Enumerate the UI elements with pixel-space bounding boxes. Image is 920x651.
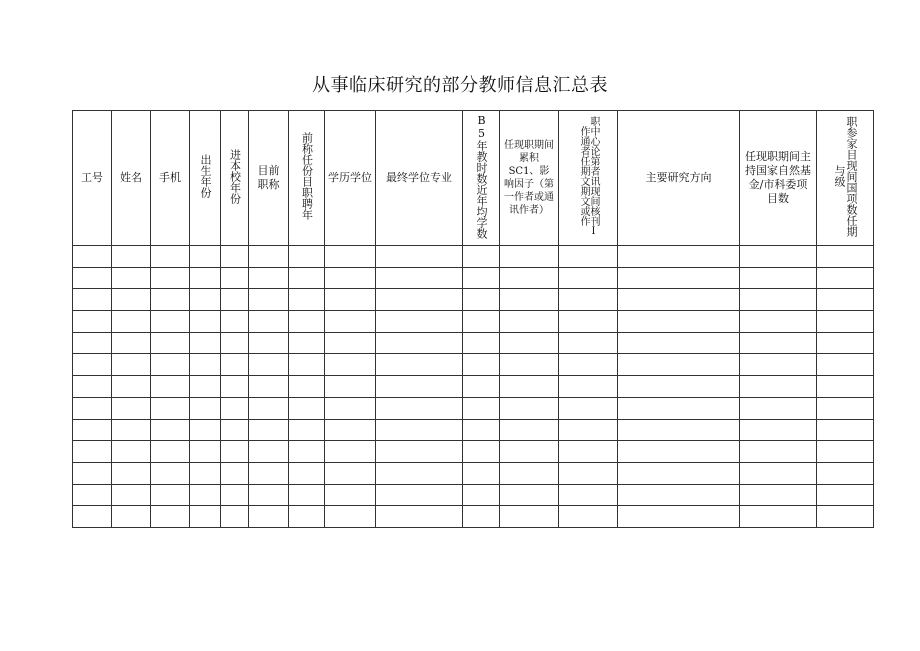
table-row — [73, 267, 874, 289]
table-cell[interactable] — [151, 376, 190, 398]
table-cell[interactable] — [618, 354, 740, 376]
table-cell[interactable] — [618, 246, 740, 268]
header-cell: 工号 — [73, 111, 112, 246]
table-cell[interactable] — [618, 419, 740, 441]
table-cell[interactable] — [500, 419, 559, 441]
table-cell[interactable] — [112, 246, 151, 268]
table-cell[interactable] — [151, 397, 190, 419]
table-cell[interactable] — [325, 354, 376, 376]
table-cell[interactable] — [112, 376, 151, 398]
table-cell[interactable] — [500, 462, 559, 484]
table-cell[interactable] — [618, 441, 740, 463]
table-cell[interactable] — [618, 506, 740, 528]
table-cell[interactable] — [112, 462, 151, 484]
table-cell[interactable] — [325, 419, 376, 441]
table-cell[interactable] — [112, 267, 151, 289]
table-cell[interactable] — [289, 289, 325, 311]
table-cell[interactable] — [325, 332, 376, 354]
table-cell[interactable] — [289, 441, 325, 463]
table-cell[interactable] — [73, 354, 112, 376]
table-cell[interactable] — [190, 397, 221, 419]
table-cell[interactable] — [817, 506, 874, 528]
table-cell[interactable] — [500, 246, 559, 268]
table-cell[interactable] — [190, 419, 221, 441]
table-cell[interactable] — [376, 267, 463, 289]
table-cell[interactable] — [190, 267, 221, 289]
header-cell: 任现职期间累积SC1、影响因子（第一作者或通讯作者） — [500, 111, 559, 246]
table-cell[interactable] — [463, 246, 500, 268]
table-cell[interactable] — [500, 484, 559, 506]
table-cell[interactable] — [559, 397, 618, 419]
table-cell[interactable] — [618, 376, 740, 398]
table-cell[interactable] — [112, 484, 151, 506]
table-cell[interactable] — [249, 506, 289, 528]
header-cell: 任现职期间主持国家自然基金/市科委项目数 — [740, 111, 817, 246]
table-cell[interactable] — [559, 332, 618, 354]
table-cell[interactable] — [249, 441, 289, 463]
table-cell[interactable] — [289, 246, 325, 268]
table-cell[interactable] — [221, 441, 249, 463]
table-cell[interactable] — [151, 246, 190, 268]
table-cell[interactable] — [376, 462, 463, 484]
table-cell[interactable] — [500, 506, 559, 528]
header-cell: 前称任份目职聘年 — [289, 111, 325, 246]
table-cell[interactable] — [740, 506, 817, 528]
table-cell[interactable] — [221, 289, 249, 311]
table-cell[interactable] — [249, 376, 289, 398]
table-cell[interactable] — [249, 311, 289, 333]
table-cell[interactable] — [740, 397, 817, 419]
table-cell[interactable] — [500, 332, 559, 354]
table-cell[interactable] — [249, 289, 289, 311]
table-cell[interactable] — [73, 462, 112, 484]
table-cell[interactable] — [73, 441, 112, 463]
header-cell: 职参家目现间国项数任期与级 — [817, 111, 874, 246]
table-cell[interactable] — [73, 311, 112, 333]
table-cell[interactable] — [190, 289, 221, 311]
table-cell[interactable] — [376, 246, 463, 268]
table-cell[interactable] — [559, 506, 618, 528]
table-cell[interactable] — [618, 289, 740, 311]
table-cell[interactable] — [221, 354, 249, 376]
table-cell[interactable] — [817, 419, 874, 441]
table-cell[interactable] — [249, 332, 289, 354]
table-cell[interactable] — [740, 419, 817, 441]
table-cell[interactable] — [618, 267, 740, 289]
table-cell[interactable] — [740, 354, 817, 376]
table-cell[interactable] — [376, 311, 463, 333]
table-row — [73, 376, 874, 398]
table-cell[interactable] — [740, 311, 817, 333]
header-row — [73, 111, 874, 246]
table-cell[interactable] — [325, 376, 376, 398]
table-cell[interactable] — [376, 332, 463, 354]
table-cell[interactable] — [112, 332, 151, 354]
table-cell[interactable] — [817, 484, 874, 506]
table-cell[interactable] — [221, 246, 249, 268]
table-cell[interactable] — [740, 462, 817, 484]
table-cell[interactable] — [221, 397, 249, 419]
table-cell[interactable] — [500, 354, 559, 376]
header-cell: 目前职称 — [249, 111, 289, 246]
table-cell[interactable] — [325, 462, 376, 484]
table-cell[interactable] — [463, 462, 500, 484]
table-cell[interactable] — [190, 354, 221, 376]
table-cell[interactable] — [740, 289, 817, 311]
table-row — [73, 289, 874, 311]
table-cell[interactable] — [559, 311, 618, 333]
table-cell[interactable] — [151, 354, 190, 376]
table-cell[interactable] — [289, 462, 325, 484]
table-cell[interactable] — [73, 376, 112, 398]
table-cell[interactable] — [221, 267, 249, 289]
table-cell[interactable] — [740, 267, 817, 289]
table-cell[interactable] — [289, 419, 325, 441]
table-cell[interactable] — [500, 267, 559, 289]
table-cell[interactable] — [817, 289, 874, 311]
table-cell[interactable] — [289, 484, 325, 506]
table-cell[interactable] — [289, 376, 325, 398]
table-cell[interactable] — [817, 376, 874, 398]
table-cell[interactable] — [151, 419, 190, 441]
table-cell[interactable] — [325, 311, 376, 333]
table-cell[interactable] — [190, 462, 221, 484]
table-cell[interactable] — [376, 484, 463, 506]
table-cell[interactable] — [190, 311, 221, 333]
table-cell[interactable] — [249, 246, 289, 268]
table-cell[interactable] — [618, 484, 740, 506]
table-cell[interactable] — [325, 506, 376, 528]
form-title: 从事临床研究的部分教师信息汇总表 — [312, 75, 608, 96]
table-cell[interactable] — [618, 462, 740, 484]
table-cell[interactable] — [289, 354, 325, 376]
table-cell[interactable] — [559, 441, 618, 463]
table-cell[interactable] — [376, 397, 463, 419]
table-cell[interactable] — [618, 332, 740, 354]
table-cell[interactable] — [817, 462, 874, 484]
table-cell[interactable] — [112, 441, 151, 463]
table-cell[interactable] — [221, 484, 249, 506]
table-cell[interactable] — [325, 246, 376, 268]
table-cell[interactable] — [151, 484, 190, 506]
table-cell[interactable] — [740, 441, 817, 463]
table-cell[interactable] — [221, 419, 249, 441]
header-cell: 手机 — [151, 111, 190, 246]
table-cell[interactable] — [73, 506, 112, 528]
table-cell[interactable] — [289, 267, 325, 289]
table-cell[interactable] — [249, 267, 289, 289]
table-cell[interactable] — [112, 289, 151, 311]
table-cell[interactable] — [376, 354, 463, 376]
table-cell[interactable] — [817, 397, 874, 419]
table-cell[interactable] — [249, 462, 289, 484]
table-cell[interactable] — [112, 419, 151, 441]
table-cell[interactable] — [325, 397, 376, 419]
table-cell[interactable] — [463, 484, 500, 506]
table-cell[interactable] — [221, 332, 249, 354]
table-cell[interactable] — [73, 484, 112, 506]
table-cell[interactable] — [618, 311, 740, 333]
table-cell[interactable] — [249, 419, 289, 441]
table-cell[interactable] — [73, 397, 112, 419]
table-cell[interactable] — [463, 311, 500, 333]
table-cell[interactable] — [817, 441, 874, 463]
header-cell: 进本校年份 — [221, 111, 249, 246]
table-cell[interactable] — [151, 506, 190, 528]
table-cell[interactable] — [618, 397, 740, 419]
table-cell[interactable] — [500, 311, 559, 333]
table-cell[interactable] — [249, 484, 289, 506]
table-cell[interactable] — [151, 311, 190, 333]
table-row — [73, 354, 874, 376]
table-cell[interactable] — [376, 376, 463, 398]
table-cell[interactable] — [151, 267, 190, 289]
table-cell[interactable] — [559, 289, 618, 311]
table-cell[interactable] — [500, 441, 559, 463]
header-cell: 姓名 — [112, 111, 151, 246]
table-cell[interactable] — [112, 506, 151, 528]
header-cell: 职中心论第者讯现间核刊Ⅰ作通者任期文期文或作 — [559, 111, 618, 246]
table-cell[interactable] — [500, 397, 559, 419]
table-cell[interactable] — [740, 332, 817, 354]
table-cell[interactable] — [817, 246, 874, 268]
table-row — [73, 246, 874, 268]
table-cell[interactable] — [325, 267, 376, 289]
table-row — [73, 311, 874, 333]
table-cell[interactable] — [463, 332, 500, 354]
table-cell[interactable] — [376, 506, 463, 528]
table-cell[interactable] — [151, 332, 190, 354]
table-cell[interactable] — [463, 506, 500, 528]
table-cell[interactable] — [151, 462, 190, 484]
table-cell[interactable] — [190, 376, 221, 398]
table-cell[interactable] — [325, 441, 376, 463]
table-row — [73, 397, 874, 419]
header-cell: 最终学位专业 — [376, 111, 463, 246]
table-cell[interactable] — [190, 246, 221, 268]
table-cell[interactable] — [463, 441, 500, 463]
table-cell[interactable] — [190, 506, 221, 528]
table-row — [73, 419, 874, 441]
table-cell[interactable] — [73, 332, 112, 354]
table-cell[interactable] — [249, 354, 289, 376]
table-cell[interactable] — [817, 354, 874, 376]
header-cell: 主要研究方向 — [618, 111, 740, 246]
table-cell[interactable] — [289, 397, 325, 419]
table-cell[interactable] — [249, 397, 289, 419]
header-cell: 出生年份 — [190, 111, 221, 246]
table-cell[interactable] — [817, 267, 874, 289]
table-cell[interactable] — [376, 289, 463, 311]
table-cell[interactable] — [817, 311, 874, 333]
table-cell[interactable] — [151, 289, 190, 311]
table-cell[interactable] — [73, 246, 112, 268]
table-cell[interactable] — [559, 267, 618, 289]
table-cell[interactable] — [559, 246, 618, 268]
header-cell: B5年教时数近年均学数 — [463, 111, 500, 246]
table-cell[interactable] — [740, 484, 817, 506]
table-cell[interactable] — [221, 311, 249, 333]
table-cell[interactable] — [559, 484, 618, 506]
table-row — [73, 484, 874, 506]
teacher-info-table — [72, 110, 874, 528]
table-cell[interactable] — [817, 332, 874, 354]
table-cell[interactable] — [190, 332, 221, 354]
table-cell[interactable] — [463, 397, 500, 419]
table-cell[interactable] — [740, 376, 817, 398]
table-cell[interactable] — [559, 462, 618, 484]
table-cell[interactable] — [221, 506, 249, 528]
table-cell[interactable] — [221, 462, 249, 484]
table-cell[interactable] — [463, 419, 500, 441]
table-row — [73, 332, 874, 354]
table-cell[interactable] — [151, 441, 190, 463]
table-cell[interactable] — [112, 397, 151, 419]
table-cell[interactable] — [463, 267, 500, 289]
table-cell[interactable] — [112, 311, 151, 333]
table-cell[interactable] — [325, 289, 376, 311]
table-cell[interactable] — [325, 484, 376, 506]
table-cell[interactable] — [376, 441, 463, 463]
table-cell[interactable] — [500, 289, 559, 311]
table-cell[interactable] — [289, 506, 325, 528]
table-cell[interactable] — [73, 267, 112, 289]
table-cell[interactable] — [559, 354, 618, 376]
table-cell[interactable] — [221, 376, 249, 398]
table-cell[interactable] — [463, 376, 500, 398]
table-cell[interactable] — [73, 289, 112, 311]
table-cell[interactable] — [289, 311, 325, 333]
table-cell[interactable] — [73, 419, 112, 441]
header-cell: 学历学位 — [325, 111, 376, 246]
table-cell[interactable] — [289, 332, 325, 354]
table-cell[interactable] — [463, 289, 500, 311]
table-cell[interactable] — [559, 419, 618, 441]
table-cell[interactable] — [190, 484, 221, 506]
table-cell[interactable] — [463, 354, 500, 376]
table-cell[interactable] — [376, 419, 463, 441]
table-row — [73, 441, 874, 463]
table-cell[interactable] — [500, 376, 559, 398]
table-cell[interactable] — [559, 376, 618, 398]
table-row — [73, 506, 874, 528]
table-cell[interactable] — [190, 441, 221, 463]
table-cell[interactable] — [740, 246, 817, 268]
table-cell[interactable] — [112, 354, 151, 376]
table-row — [73, 462, 874, 484]
